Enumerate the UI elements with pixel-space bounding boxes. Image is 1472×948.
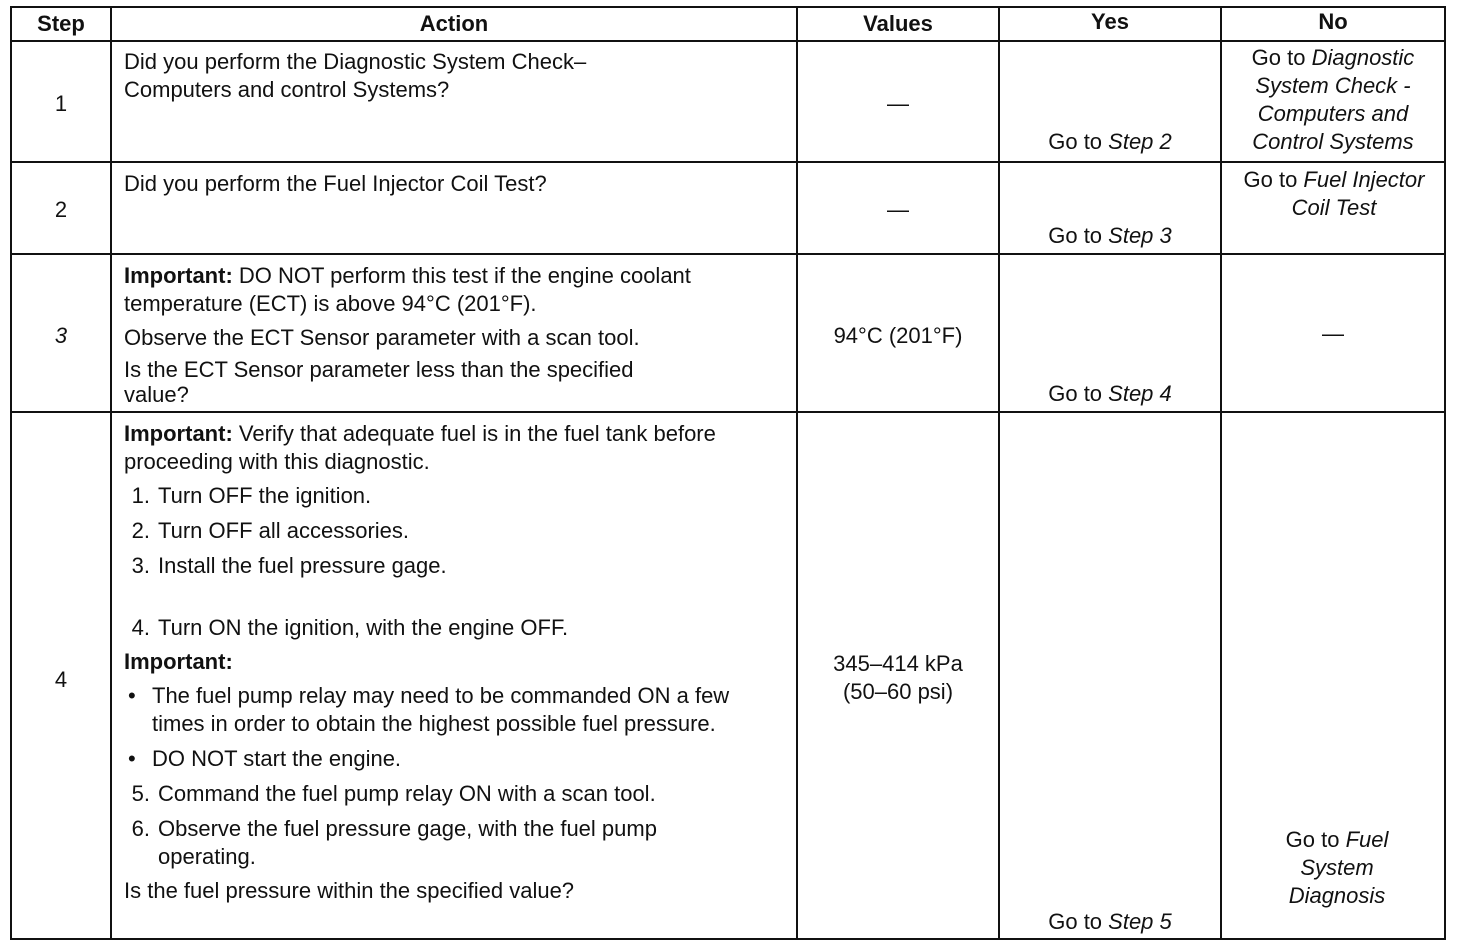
bullet-icon: • [128,746,136,771]
no-target[interactable]: Diagnostic System Check - Computers and Control Systems [1252,45,1415,154]
important-note [124,262,790,318]
important-label: Important: [124,263,233,288]
bullet-icon: • [128,683,136,708]
value-line: (50–60 psi) [842,679,954,704]
no-text: — [1322,321,1344,346]
bullet-item: • The fuel pump relay may need to be commanded ON a few times in order to obtain the highest possible fuel pressure. [124,682,790,738]
row-divider [12,161,1444,163]
question-text: Is the fuel pressure within the specified value? [124,878,575,903]
action-text: Did you perform the Diagnostic System Check–Computers and control Systems? [124,49,587,102]
important-text: Verify that adequate fuel is in the fuel tank before proceeding with this diagnostic. [124,421,716,474]
row-divider [12,40,1444,42]
diagnostic-table [10,6,1446,940]
header-yes: Yes [1091,9,1129,34]
yes-link[interactable] [1000,908,1220,936]
value-line: 345–414 kPa [833,651,963,676]
important-note [124,420,790,476]
action-block [124,262,790,407]
no-target[interactable]: Fuel System Diagnosis [1288,827,1389,908]
yes-prefix: Go to [1048,381,1109,406]
important-label: Important: [124,421,233,446]
column-divider [110,8,112,938]
header-values: Values [863,11,933,36]
action-text: Did you perform the Fuel Injector Coil Test? [124,171,547,196]
value-text [798,650,998,706]
value-text: — [887,91,909,116]
no-prefix: Go to [1243,167,1304,192]
yes-target[interactable]: Step 5 [1108,909,1172,934]
row-divider [12,411,1444,413]
yes-target[interactable]: Step 3 [1108,223,1172,248]
action-text: Observe the ECT Sensor parameter with a scan tool. [124,325,640,350]
question-text: Is the ECT Sensor parameter less than the specified value? [124,357,634,407]
bullet-item: • DO NOT start the engine. [124,745,790,773]
yes-target[interactable]: Step 4 [1108,381,1172,406]
no-target[interactable]: Fuel Injector Coil Test [1291,167,1425,220]
no-link[interactable] [1232,166,1436,222]
header-no: No [1318,9,1348,34]
no-link[interactable] [1262,826,1412,910]
no-prefix: Go to [1285,827,1346,852]
yes-link[interactable] [1000,380,1220,408]
list-item: 2. Turn OFF all accessories. [131,518,410,543]
action-block [124,420,790,905]
list-item: 1. Turn OFF the ignition. [131,483,372,508]
yes-link[interactable] [1000,128,1220,156]
step-number: 1 [54,91,68,116]
yes-prefix: Go to [1048,129,1109,154]
important-note [124,648,790,676]
header-action: Action [419,11,489,36]
yes-target[interactable]: Step 2 [1108,129,1172,154]
column-divider [796,8,798,938]
header-step: Step [37,11,85,36]
step-number: 4 [54,667,68,692]
yes-prefix: Go to [1048,223,1109,248]
value-text: — [887,197,909,222]
value-text: 94°C (201°F) [833,323,963,348]
step-number: 2 [54,197,68,222]
list-item: 4. Turn ON the ignition, with the engine OFF. [131,615,569,640]
column-divider [1220,8,1222,938]
important-text: DO NOT perform this test if the engine coolant temperature (ECT) is above 94°C (201°F). [124,263,691,316]
important-label: Important: [124,649,233,674]
list-item: 5. Command the fuel pump relay ON with a scan tool. [131,781,656,806]
no-prefix: Go to [1251,45,1312,70]
list-item: 3. Install the fuel pressure gage. [131,553,447,578]
step-number: 3 [54,323,68,348]
row-divider [12,253,1444,255]
yes-link[interactable] [1000,222,1220,250]
no-link[interactable] [1226,44,1440,156]
yes-prefix: Go to [1048,909,1109,934]
list-item: 6. Observe the fuel pressure gage, with the fuel pump operating. [131,816,657,869]
